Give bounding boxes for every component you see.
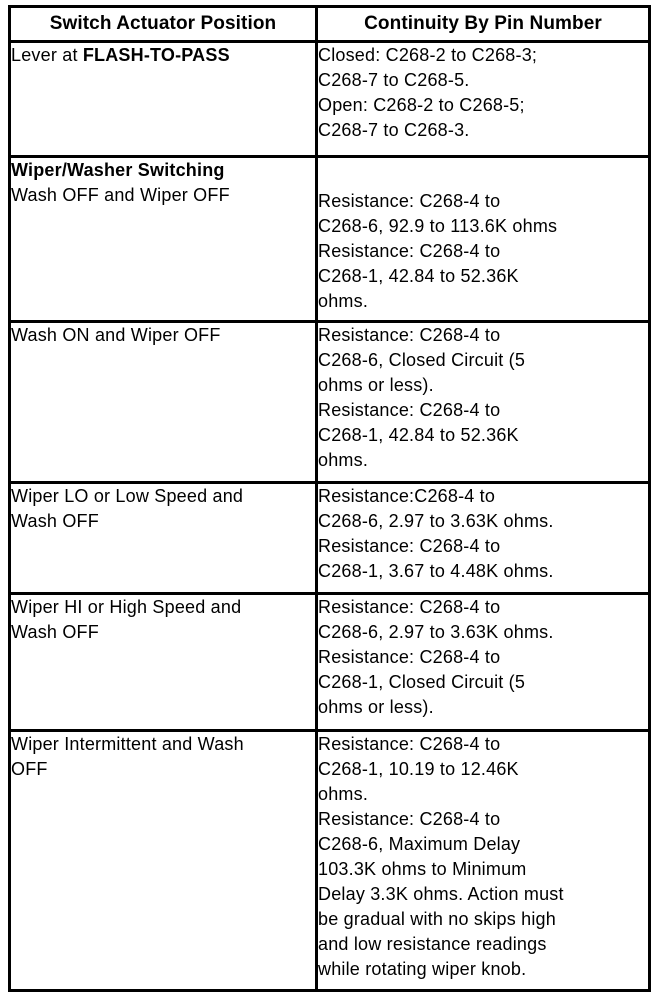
continuity-line: ohms. [318, 784, 369, 804]
continuity-line: Resistance: C268-4 to [318, 400, 501, 420]
header-continuity-by-pin-number: Continuity By Pin Number [317, 7, 650, 42]
position-line: Wash ON and Wiper OFF [11, 325, 221, 345]
continuity-line: ohms. [318, 450, 369, 470]
continuity-line: Resistance:C268-4 to [318, 486, 496, 506]
continuity-line: ohms. [318, 291, 369, 311]
continuity-line: C268-1, 42.84 to 52.36K [318, 266, 519, 286]
position-cell [10, 483, 317, 594]
continuity-line: and low resistance readings [318, 934, 547, 954]
continuity-line: C268-1, 42.84 to 52.36K [318, 425, 519, 445]
continuity-line: Resistance: C268-4 to [318, 325, 501, 345]
continuity-line: while rotating wiper knob. [318, 959, 527, 979]
position-line: Wiper HI or High Speed and [11, 597, 242, 617]
continuity-cell [317, 157, 650, 322]
continuity-line: C268-6, 2.97 to 3.63K ohms. [318, 511, 554, 531]
continuity-line: C268-1, 3.67 to 4.48K ohms. [318, 561, 554, 581]
table-row [10, 322, 650, 483]
continuity-line: C268-6, Maximum Delay [318, 834, 521, 854]
position-line: Wash OFF and Wiper OFF [11, 185, 230, 205]
continuity-line: ohms or less). [318, 697, 434, 717]
switch-continuity-table [8, 5, 651, 992]
continuity-line: Resistance: C268-4 to [318, 597, 501, 617]
position-line: Wash OFF [11, 511, 99, 531]
continuity-cell [317, 322, 650, 483]
section-heading: Wiper/Washer Switching [11, 160, 225, 180]
table-row [10, 42, 650, 157]
table-header-row [10, 7, 650, 42]
continuity-cell [317, 483, 650, 594]
continuity-line: be gradual with no skips high [318, 909, 556, 929]
position-line: Wash OFF [11, 622, 99, 642]
continuity-line: Resistance: C268-4 to [318, 647, 501, 667]
position-cell [10, 322, 317, 483]
table-row [10, 483, 650, 594]
position-line: OFF [11, 759, 48, 779]
position-cell [10, 157, 317, 322]
continuity-line: C268-1, Closed Circuit (5 [318, 672, 526, 692]
continuity-line: C268-6, 2.97 to 3.63K ohms. [318, 622, 554, 642]
continuity-line: Resistance: C268-4 to [318, 191, 501, 211]
continuity-line: Resistance: C268-4 to [318, 734, 501, 754]
position-line: Wiper LO or Low Speed and [11, 486, 244, 506]
continuity-cell [317, 731, 650, 991]
position-line: Lever at FLASH-TO-PASS [11, 45, 230, 65]
continuity-line: Open: C268-2 to C268-5; [318, 95, 525, 115]
table-row [10, 731, 650, 991]
continuity-cell [317, 594, 650, 731]
position-cell [10, 731, 317, 991]
continuity-line: Resistance: C268-4 to [318, 241, 501, 261]
continuity-line: C268-7 to C268-5. [318, 70, 470, 90]
continuity-line: Delay 3.3K ohms. Action must [318, 884, 564, 904]
continuity-cell [317, 42, 650, 157]
position-cell [10, 42, 317, 157]
continuity-line: C268-1, 10.19 to 12.46K [318, 759, 519, 779]
header-switch-actuator-position: Switch Actuator Position [10, 7, 317, 42]
position-line: Wiper Intermittent and Wash [11, 734, 244, 754]
continuity-line: Resistance: C268-4 to [318, 809, 501, 829]
continuity-line: ohms or less). [318, 375, 434, 395]
position-cell [10, 594, 317, 731]
table-row [10, 594, 650, 731]
table-row [10, 157, 650, 322]
continuity-line: Resistance: C268-4 to [318, 536, 501, 556]
continuity-line: C268-7 to C268-3. [318, 120, 470, 140]
continuity-line: Closed: C268-2 to C268-3; [318, 45, 538, 65]
continuity-line: C268-6, Closed Circuit (5 [318, 350, 526, 370]
continuity-line: C268-6, 92.9 to 113.6K ohms [318, 216, 558, 236]
continuity-line: 103.3K ohms to Minimum [318, 859, 527, 879]
